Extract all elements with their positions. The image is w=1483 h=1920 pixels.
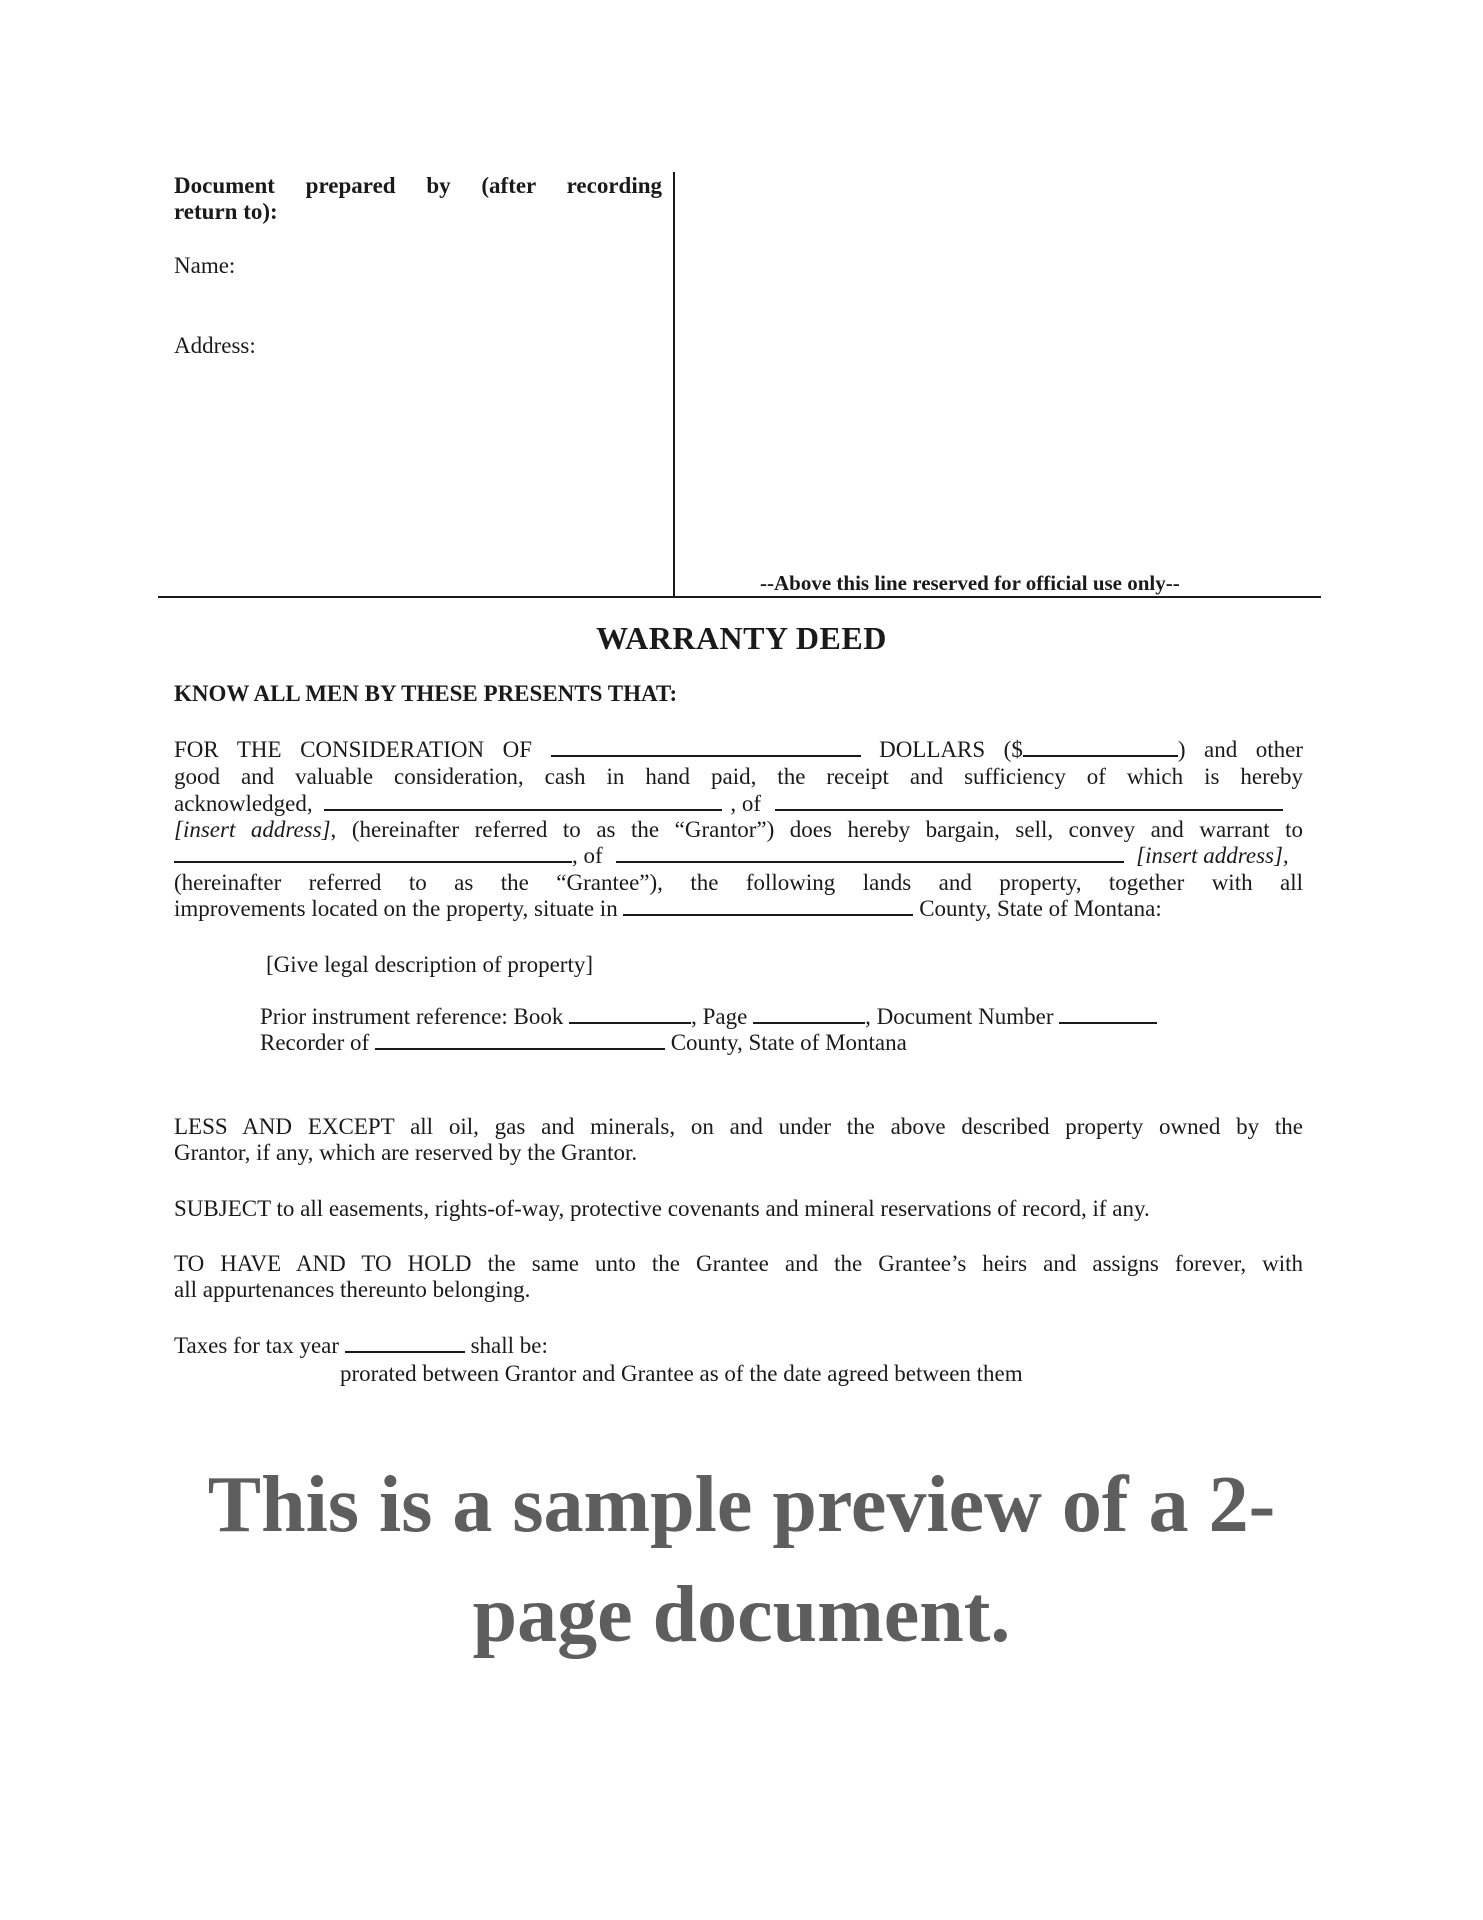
consideration-line-4 <box>174 816 1303 843</box>
situate-text: improvements located on the property, situate in <box>174 896 618 921</box>
page-label: , Page <box>691 1004 748 1029</box>
consideration-line-1 <box>174 736 1303 763</box>
of-text: , of <box>730 791 762 816</box>
habendum-line-1: TO HAVE AND TO HOLD the same unto the Grantee and the Grantee’s heirs and assigns forever, with <box>174 1251 1303 1276</box>
consideration-amount-blank[interactable] <box>551 736 861 757</box>
document-number-label: , Document Number <box>865 1004 1054 1029</box>
subject-clause: SUBJECT to all easements, rights-of-way, protective covenants and mineral reservations of record, if any. <box>174 1196 1150 1221</box>
grantor-name-blank[interactable] <box>324 790 722 811</box>
watermark-line-1: This is a sample preview of a 2- <box>207 1461 1276 1549</box>
of-text-2: , of <box>572 843 603 868</box>
habendum-line-2: all appurtenances thereunto belonging. <box>174 1277 531 1302</box>
taxes-suffix: shall be: <box>470 1333 548 1358</box>
name-label: Name: <box>174 253 236 278</box>
book-label: Prior instrument reference: Book <box>260 1004 564 1029</box>
insert-address-placeholder: [insert address] <box>174 817 331 842</box>
consideration-line-5 <box>174 842 1303 869</box>
recorder-county-blank[interactable] <box>375 1029 665 1050</box>
taxes-line <box>174 1332 548 1359</box>
official-use-rule <box>158 596 1321 598</box>
prior-instrument-line-1 <box>260 1003 1157 1030</box>
tax-year-blank[interactable] <box>345 1332 465 1353</box>
acknowledged-text: acknowledged, <box>174 791 313 816</box>
sample-preview-watermark <box>0 1450 1483 1670</box>
prior-instrument-line-2 <box>260 1029 907 1056</box>
taxes-label: Taxes for tax year <box>174 1333 340 1358</box>
grantor-clause: , (hereinafter referred to as the “Grantor”) does hereby bargain, sell, convey and warrant to <box>330 817 1304 842</box>
dollars-label: DOLLARS ($ <box>879 737 1023 762</box>
recorder-label: Recorder of <box>260 1030 370 1055</box>
header-vertical-divider <box>673 172 675 597</box>
consideration-line-7 <box>174 895 1162 922</box>
watermark-line-2: page document. <box>472 1571 1011 1659</box>
consideration-line-3 <box>174 790 1303 817</box>
truncated-text-line <box>340 1361 1150 1386</box>
and-other-text: ) and other <box>1177 737 1304 762</box>
recorder-county-state: County, State of Montana <box>670 1030 907 1055</box>
grantee-address-blank[interactable] <box>616 842 1124 863</box>
address-label: Address: <box>174 333 256 358</box>
prepared-by-line2: return to): <box>174 199 278 224</box>
legal-description-placeholder: [Give legal description of property] <box>266 952 593 977</box>
truncated-text: prorated between Grantor and Grantee as of the date agreed between them <box>340 1361 1023 1386</box>
page-title: WARRANTY DEED <box>596 620 887 656</box>
document-number-blank[interactable] <box>1059 1003 1157 1024</box>
prepared-by-line1: Document prepared by (after recording <box>174 173 662 198</box>
intro-heading: KNOW ALL MEN BY THESE PRESENTS THAT: <box>174 681 678 706</box>
county-blank[interactable] <box>623 895 913 916</box>
consideration-label: FOR THE CONSIDERATION OF <box>174 737 533 762</box>
grantee-name-blank[interactable] <box>174 842 572 863</box>
book-blank[interactable] <box>569 1003 691 1024</box>
insert-address-placeholder-2: [insert address], <box>1136 843 1289 868</box>
less-except-line-1: LESS AND EXCEPT all oil, gas and minerals, on and under the above described property owned by the <box>174 1114 1303 1139</box>
consideration-line-2: good and valuable consideration, cash in hand paid, the receipt and sufficiency of which is hereby <box>174 764 1303 789</box>
less-except-line-2: Grantor, if any, which are reserved by the Grantor. <box>174 1140 638 1165</box>
page-blank[interactable] <box>753 1003 865 1024</box>
grantor-address-blank[interactable] <box>775 790 1283 811</box>
official-use-note: --Above this line reserved for official use only-- <box>760 571 1180 595</box>
consideration-line-6: (hereinafter referred to as the “Grantee”), the following lands and property, together with all <box>174 870 1303 895</box>
county-state-text: County, State of Montana: <box>919 896 1162 921</box>
dollars-amount-blank[interactable] <box>1023 736 1178 757</box>
